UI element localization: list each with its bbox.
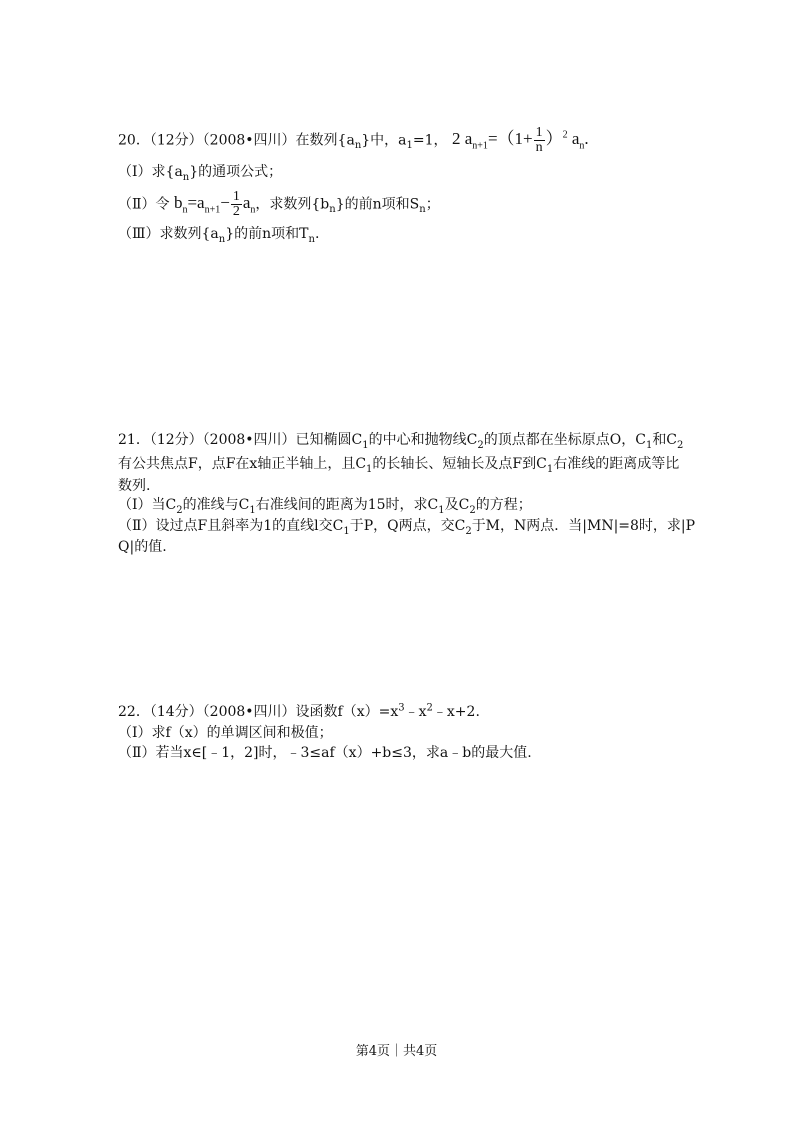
part-label: （Ⅰ） bbox=[118, 725, 152, 741]
subscript: n bbox=[329, 204, 336, 216]
subscript: 2 bbox=[677, 439, 684, 451]
denominator: n bbox=[535, 140, 543, 155]
part-text: 于M，N两点．当|MN|=8时，求|P bbox=[471, 518, 696, 534]
part-text: ； bbox=[425, 196, 440, 213]
part-text: }的前n项和T bbox=[225, 226, 309, 242]
subscript: n bbox=[218, 233, 226, 245]
q22-part2 bbox=[118, 743, 532, 763]
subscript: 2 bbox=[465, 525, 472, 537]
subscript: 2 bbox=[477, 439, 484, 451]
part-text: }的前n项和S bbox=[335, 196, 420, 213]
subscript: n bbox=[419, 204, 426, 216]
q21-text: 已知椭圆C bbox=[295, 432, 363, 448]
subscript: 1 bbox=[546, 463, 554, 475]
subscript: 1 bbox=[645, 439, 653, 451]
fraction bbox=[231, 190, 242, 219]
numerator: 1 bbox=[535, 125, 543, 140]
q21-stem-line1 bbox=[118, 430, 683, 450]
q22-number: 22． bbox=[118, 704, 150, 720]
q20-formula bbox=[452, 125, 589, 155]
q20-part2 bbox=[118, 190, 440, 219]
part-text: 设过点F且斜率为1的直线l交C bbox=[155, 518, 344, 534]
q21-part2 bbox=[118, 516, 695, 536]
q21-score: （12分） bbox=[149, 432, 203, 448]
q20-part3 bbox=[118, 224, 319, 244]
q20-text: 在数列{a bbox=[295, 132, 355, 149]
part-label: （Ⅱ） bbox=[118, 518, 156, 534]
q20-text: }中，a bbox=[361, 132, 407, 149]
subscript: n bbox=[182, 204, 188, 216]
formula-part: a bbox=[464, 129, 473, 149]
subscript: 2 bbox=[176, 504, 183, 516]
part-text: 及C bbox=[444, 497, 470, 513]
q21-part1 bbox=[118, 495, 532, 515]
numerator: 1 bbox=[232, 189, 240, 204]
q21-part2-line2 bbox=[118, 537, 167, 557]
part-label: （Ⅰ） bbox=[118, 497, 152, 513]
part-text: 求{a bbox=[151, 164, 183, 180]
fraction bbox=[534, 126, 545, 155]
subscript: n bbox=[250, 204, 256, 216]
q21-source: （2008•四川） bbox=[202, 432, 296, 448]
q22-part1 bbox=[118, 723, 333, 743]
denominator: 2 bbox=[232, 204, 240, 219]
subscript: 1 bbox=[249, 504, 256, 516]
subscript: 1 bbox=[366, 463, 373, 475]
subscript: n+1 bbox=[204, 204, 221, 216]
q21-text: 右准线的距离成等比 bbox=[553, 456, 680, 472]
superscript: 2 bbox=[426, 702, 433, 714]
q21-stem-line2 bbox=[118, 454, 679, 474]
part-text: Q|的值. bbox=[118, 539, 167, 555]
q21-number: 21． bbox=[118, 432, 150, 448]
part-text: 的准线与C bbox=[182, 497, 250, 513]
page-footer: 第4页｜共4页 bbox=[355, 1044, 438, 1059]
q21-text: 和C bbox=[652, 432, 678, 448]
part-text: . bbox=[314, 226, 320, 242]
part-text: 当C bbox=[151, 497, 177, 513]
q22-text: 设函数f（x）=x bbox=[295, 704, 399, 720]
q21-text: 数列. bbox=[118, 478, 151, 494]
formula-part: 2 bbox=[452, 129, 461, 149]
part-text: 若当x∈[﹣1，2]时，﹣3≤af（x）+b≤3，求a﹣b的最大值. bbox=[155, 745, 532, 761]
subscript: n+1 bbox=[472, 140, 488, 152]
q21-text: 的顶点都在坐标原点O，C bbox=[483, 432, 646, 448]
subscript: 1 bbox=[438, 504, 445, 516]
q20-source: （2008•四川） bbox=[202, 132, 296, 149]
q22-text: ﹣x+2. bbox=[432, 704, 480, 720]
q21-text: 有公共焦点F，点F在x轴正半轴上，且C bbox=[118, 456, 367, 472]
part-label: （Ⅱ） bbox=[118, 745, 156, 761]
part-label: （Ⅲ） bbox=[118, 226, 160, 242]
formula-part: . bbox=[584, 129, 589, 149]
q22-stem bbox=[118, 702, 480, 722]
formula-part: =（1+ bbox=[487, 129, 533, 149]
q21-text: 的长轴长、短轴长及点F到C bbox=[372, 456, 547, 472]
superscript: 2 bbox=[562, 129, 568, 141]
part-label: （Ⅰ） bbox=[118, 164, 152, 180]
q22-text: ﹣x bbox=[404, 704, 427, 720]
part-text: ，求数列{b bbox=[255, 196, 330, 213]
q20-text: =1， bbox=[412, 132, 448, 149]
formula-part: =a bbox=[187, 193, 205, 213]
subscript: 1 bbox=[362, 439, 369, 451]
part-text: 右准线间的距离为15时，求C bbox=[255, 497, 439, 513]
part-text: 求f（x）的单调区间和极值； bbox=[151, 725, 333, 741]
subscript: 2 bbox=[469, 504, 476, 516]
q22-score: （14分） bbox=[149, 704, 203, 720]
part-label: （Ⅱ） bbox=[118, 196, 156, 213]
subscript: 1 bbox=[406, 140, 413, 152]
part-text: 令 bbox=[155, 196, 170, 213]
formula-part: a bbox=[242, 193, 251, 213]
subscript: n bbox=[308, 233, 315, 245]
q20-part1 bbox=[118, 162, 282, 182]
part-text: 于P，Q两点，交C bbox=[349, 518, 466, 534]
subscript: n bbox=[579, 140, 585, 152]
q21-stem-line3 bbox=[118, 476, 150, 496]
subscript: n bbox=[354, 140, 362, 152]
part-text: 求数列{a bbox=[159, 226, 219, 242]
q20-part2-formula bbox=[173, 189, 256, 219]
superscript: 3 bbox=[398, 702, 405, 714]
part-text: 的方程； bbox=[475, 497, 532, 513]
formula-part: b bbox=[173, 193, 183, 213]
q21-text: 的中心和抛物线C bbox=[368, 432, 478, 448]
part-text: }的通项公式； bbox=[189, 164, 283, 180]
subscript: n bbox=[182, 171, 190, 183]
q20-score: （12分） bbox=[149, 132, 203, 149]
formula-part: a bbox=[571, 129, 580, 149]
formula-part: ） bbox=[545, 129, 563, 149]
q20-stem bbox=[118, 126, 589, 155]
subscript: 1 bbox=[343, 525, 350, 537]
formula-part: − bbox=[220, 193, 230, 213]
q20-number: 20． bbox=[118, 132, 150, 149]
q22-source: （2008•四川） bbox=[202, 704, 296, 720]
